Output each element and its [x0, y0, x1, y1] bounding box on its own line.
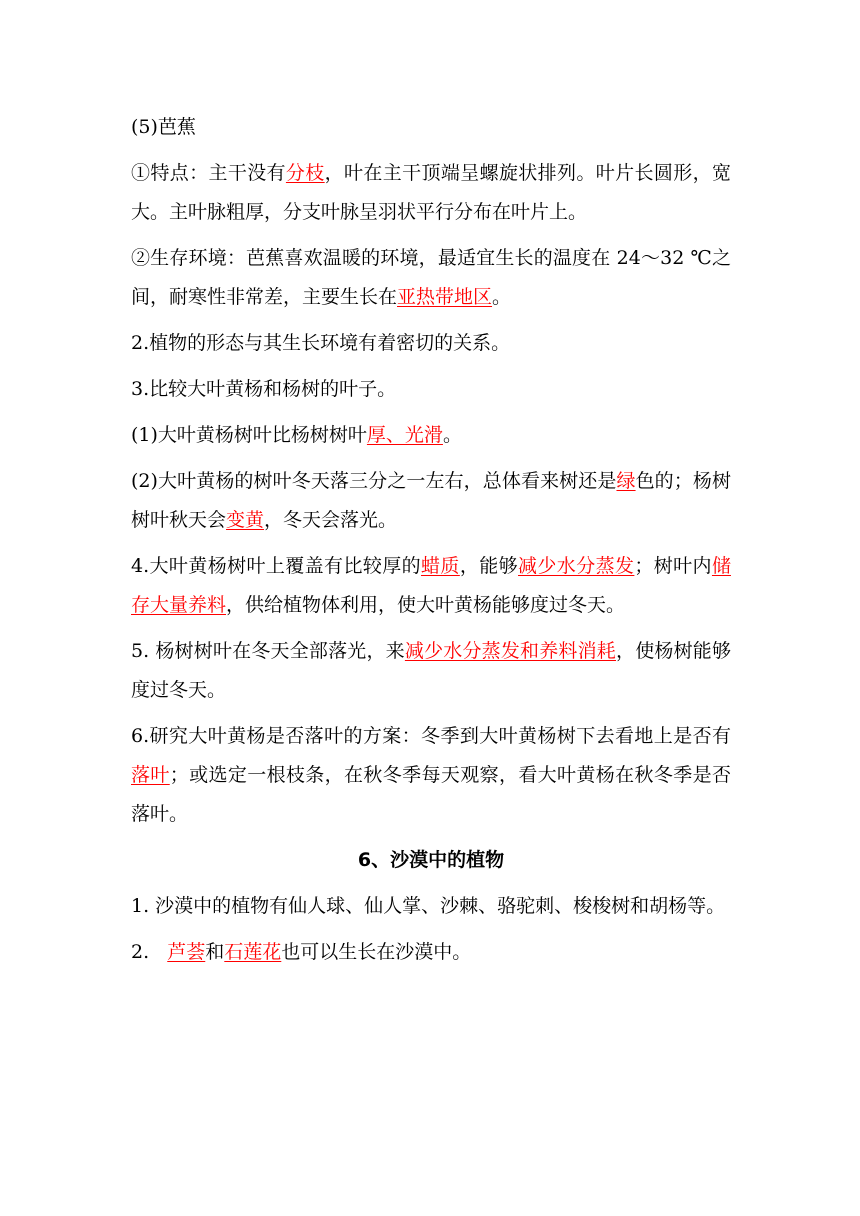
paragraph-desert-2 [131, 933, 731, 972]
paragraph-text: (1)大叶黄杨树叶比杨树树叶 [131, 424, 367, 446]
answer-fill: 储存大量养料 [131, 555, 731, 616]
paragraph-text: ②生存环境：芭蕉喜欢温暖的环境，最适宜生长的温度在 24～32 ℃之间，耐寒性非常差，主要生长在 [131, 247, 731, 308]
paragraph-point-4 [131, 547, 731, 625]
answer-fill: 蜡质 [421, 555, 460, 577]
paragraph-text: ，供给植物体利用，使大叶黄杨能够度过冬天。 [226, 594, 626, 616]
subsection-title-banana [131, 108, 731, 147]
paragraph-text: ①特点：主干没有 [131, 162, 286, 184]
answer-fill: 石莲花 [224, 941, 282, 963]
paragraph-text: ，能够 [459, 555, 519, 577]
answer-fill: 变黄 [226, 509, 265, 531]
answer-fill: 亚热带地区 [397, 286, 493, 308]
paragraph-text: ；树叶内 [634, 555, 712, 577]
paragraph-text: 和 [205, 941, 225, 963]
paragraph-text: ，使杨树能够度过冬天。 [131, 640, 731, 701]
paragraph-banana-environment [131, 239, 731, 317]
paragraph-point-3-2 [131, 462, 731, 540]
paragraph-text: (2)大叶黄杨的树叶冬天落三分之一左右，总体看来树还是 [131, 470, 617, 492]
paragraph-text: 2.植物的形态与其生长环境有着密切的关系。 [131, 332, 511, 354]
paragraph-desert-1 [131, 887, 731, 926]
paragraph-point-2 [131, 324, 731, 363]
answer-fill: 落叶 [131, 764, 170, 786]
paragraph-text: 。 [492, 286, 512, 308]
paragraph-text: 色的；杨树树叶秋天会 [131, 470, 731, 531]
paragraph-text: 4.大叶黄杨树叶上覆盖有比较厚的 [131, 555, 422, 577]
answer-fill: 分枝 [285, 162, 325, 184]
paragraph-text: ，冬天会落光。 [264, 509, 398, 531]
paragraph-text: (5)芭蕉 [131, 116, 196, 138]
paragraph-point-3-1 [131, 416, 731, 455]
paragraph-text: 5. 杨树树叶在冬天全部落光，来 [131, 640, 405, 662]
paragraph-banana-features [131, 154, 731, 232]
section-heading: 6、沙漠中的植物 [357, 849, 505, 871]
paragraph-text: ，叶在主干顶端呈螺旋状排列。叶片长圆形，宽大。主叶脉粗厚，分支叶脉呈羽状平行分布在叶片上。 [131, 162, 731, 223]
paragraph-text: 1. 沙漠中的植物有仙人球、仙人掌、沙棘、骆驼刺、梭梭树和胡杨等。 [131, 895, 726, 917]
answer-fill: 厚、光滑 [366, 424, 443, 446]
paragraph-point-5 [131, 632, 731, 710]
paragraph-text: 3.比较大叶黄杨和杨树的叶子。 [131, 378, 397, 400]
answer-fill: 减少水分蒸发 [518, 555, 635, 577]
answer-fill: 芦荟 [167, 941, 206, 963]
document-page [131, 108, 731, 972]
paragraph-text: ；或选定一根枝条，在秋冬季每天观察，看大叶黄杨在秋冬季是否落叶。 [131, 764, 731, 825]
answer-fill: 绿 [616, 470, 636, 492]
paragraph-text: 。 [442, 424, 462, 446]
paragraph-text: 也可以生长在沙漠中。 [281, 941, 472, 963]
paragraph-point-6 [131, 717, 731, 834]
paragraph-text: 2. [131, 941, 168, 963]
answer-fill: 减少水分蒸发和养料消耗 [404, 640, 617, 662]
paragraph-point-3 [131, 370, 731, 409]
paragraph-text: 6.研究大叶黄杨是否落叶的方案：冬季到大叶黄杨树下去看地上是否有 [131, 725, 731, 747]
